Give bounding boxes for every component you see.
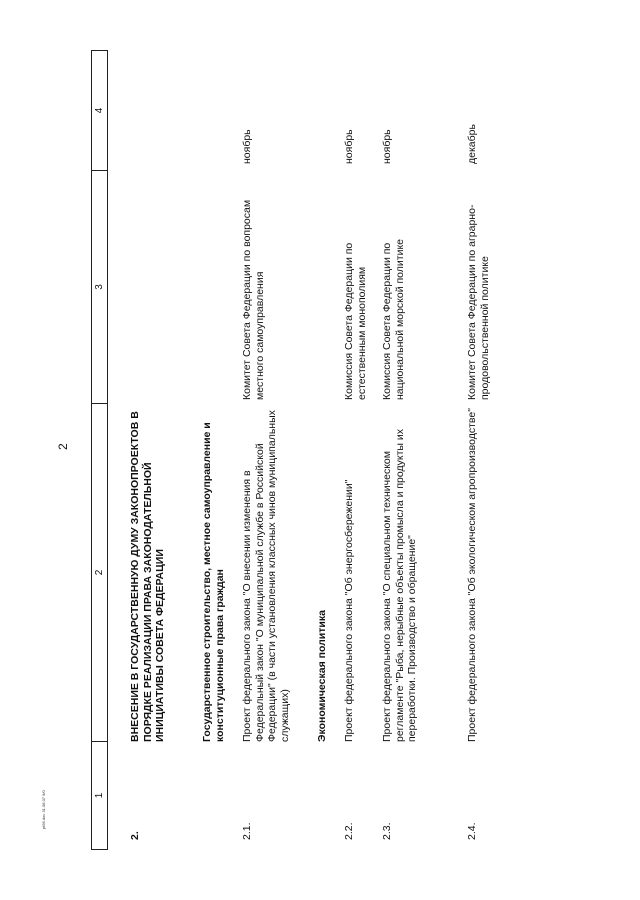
- row-number-2-2: 2.2.: [343, 822, 355, 840]
- row-responsible-2-3: Комиссия Совета Федерации по национальной морской политике: [381, 238, 406, 400]
- row-term-2-2: ноябрь: [343, 129, 355, 164]
- document-footer: pt56.doc 31.08.07 9/0: [41, 790, 46, 829]
- header-cell-3: 3: [92, 170, 107, 403]
- subsection-state: Государственное строительство, местное самоуправление и конституционные права граждан: [201, 422, 226, 742]
- row-responsible-2-2: Комиссия Совета Федерации по естественным монополиям: [343, 242, 368, 400]
- header-cell-2: 2: [92, 403, 107, 741]
- row-responsible-2-1: Комитет Совета Федерации по вопросам местного самоуправления: [241, 199, 266, 400]
- section-title: ВНЕСЕНИЕ В ГОСУДАРСТВЕННУЮ ДУМУ ЗАКОНОПРОЕКТОВ В ПОРЯДКЕ РЕАЛИЗАЦИИ ПРАВА ЗАКОНОДАТЕЛЬНОЙ ИНИЦИАТИВЫ СОВЕТА ФЕДЕРАЦИИ: [129, 411, 166, 742]
- row-term-2-3: ноябрь: [381, 129, 393, 164]
- row-number-2-4: 2.4.: [466, 822, 478, 840]
- document-table: [91, 50, 573, 850]
- row-term-2-4: декабрь: [466, 124, 478, 164]
- row-responsible-2-4: Комитет Совета Федерации по аграрно-продовольственной политике: [466, 204, 491, 400]
- row-term-2-1: ноябрь: [241, 129, 253, 164]
- section-number: 2.: [129, 831, 141, 840]
- subsection-economic: Экономическая политика: [316, 610, 328, 742]
- table-header-row: [91, 50, 108, 850]
- row-text-2-3: Проект федерального закона "О специальном техническом регламенте "Рыба, нерыбные объекты промысла и продукты их переработки. Производство и обращение": [381, 429, 418, 742]
- header-cell-1: 1: [92, 741, 107, 849]
- header-cell-4: 4: [94, 107, 105, 114]
- row-text-2-1: Проект федерального закона "О внесении изменения в Федеральный закон "О муниципальной службе в Российской Федерации" (в части установления классных чинов муниципальных служащих): [241, 410, 291, 742]
- page-number: 2: [56, 443, 70, 450]
- row-number-2-1: 2.1.: [241, 822, 253, 840]
- row-text-2-4: Проект федерального закона "Об экологическом агропроизводстве": [466, 408, 478, 742]
- row-text-2-2: Проект федерального закона "Об энергосбережении": [343, 479, 355, 742]
- row-number-2-3: 2.3.: [381, 822, 393, 840]
